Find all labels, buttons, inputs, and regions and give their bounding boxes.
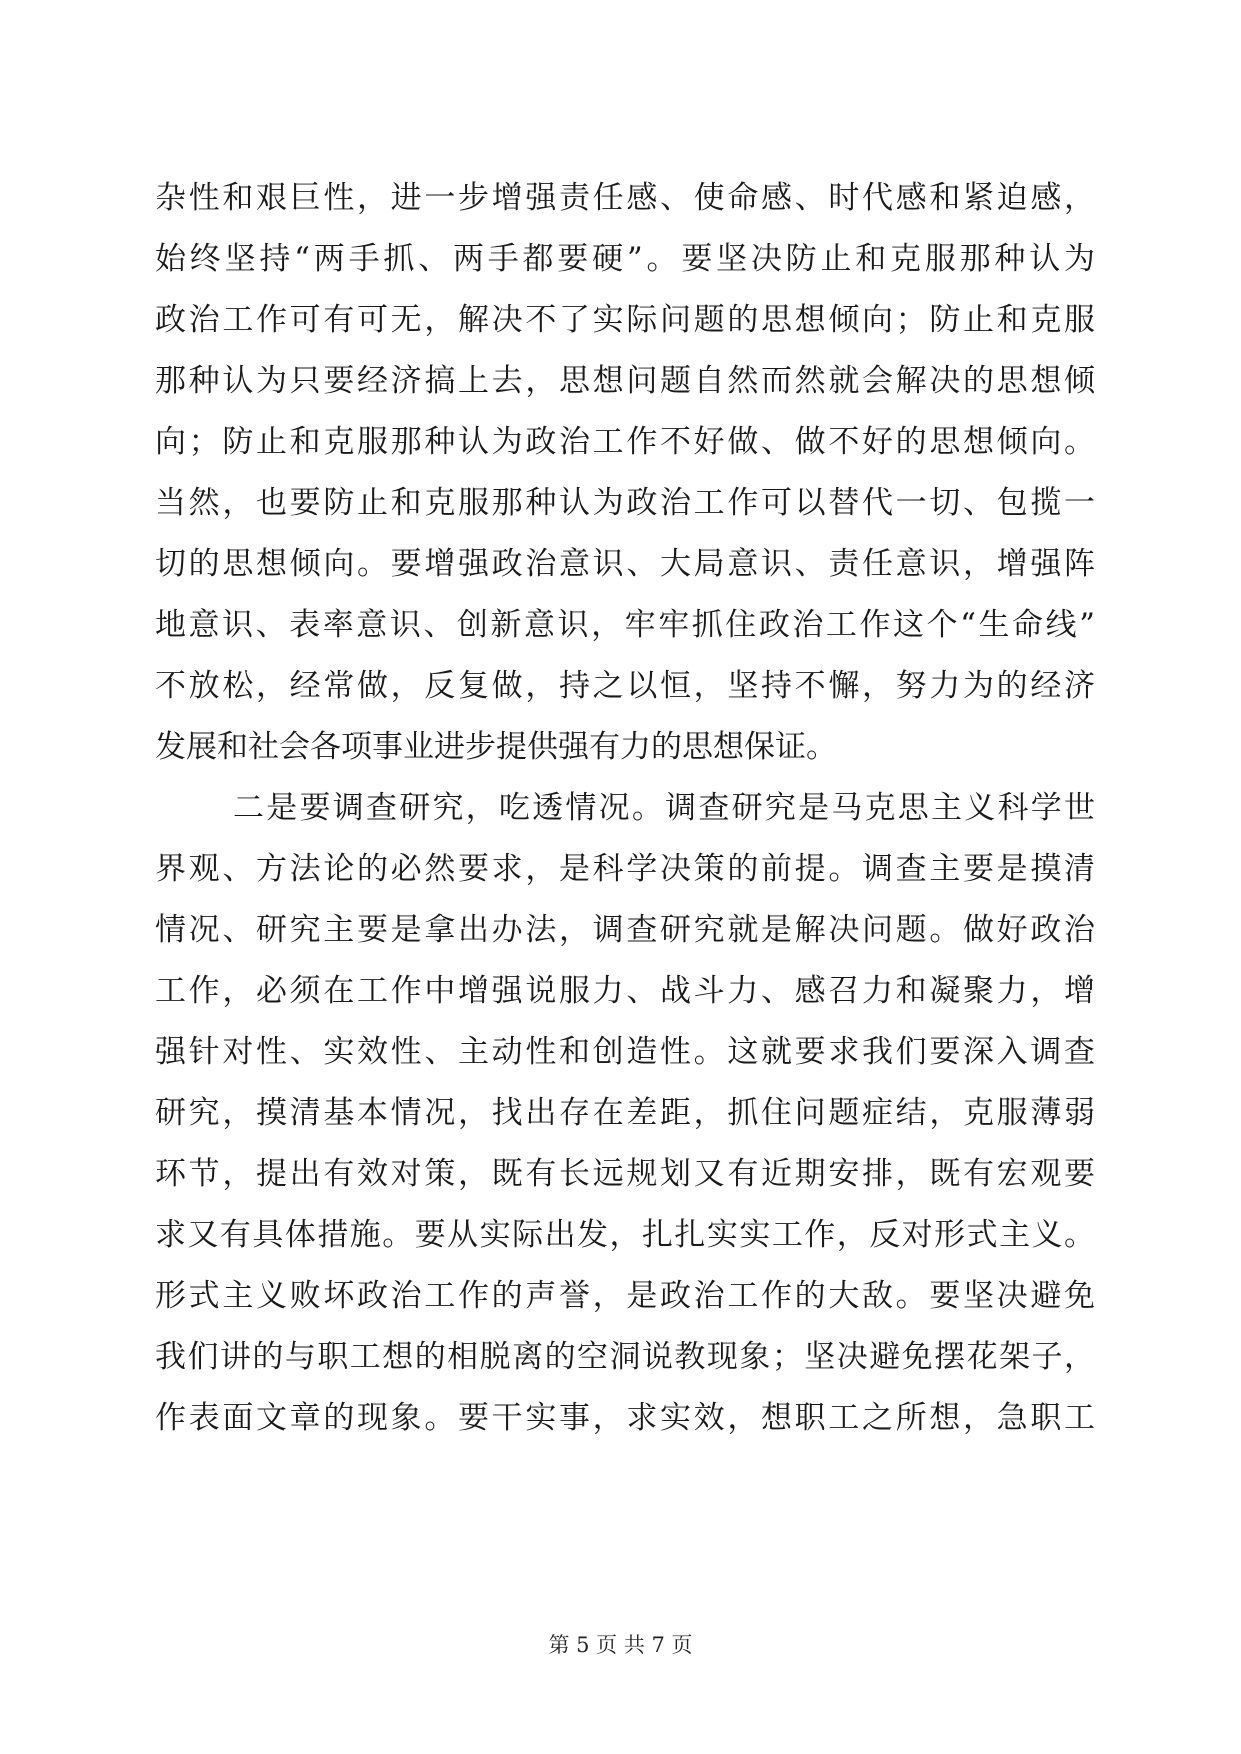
text-line: 强针对性、实效性、主动性和创造性。这就要求我们要深入调查 — [155, 1034, 1095, 1070]
text-line: 发展和社会各项事业进步提供强有力的思想保证。 — [155, 729, 837, 765]
text-line: 形式主义败坏政治工作的声誉，是政治工作的大敌。要坚决避免 — [155, 1278, 1095, 1314]
text-line: 环节，提出有效对策，既有长远规划又有近期安排，既有宏观要 — [155, 1156, 1095, 1192]
text-line: 研究，摸清基本情况，找出存在差距，抓住问题症结，克服薄弱 — [155, 1095, 1095, 1131]
text-line: 地意识、表率意识、创新意识，牢牢抓住政治工作这个“生命线” — [155, 607, 1095, 643]
text-line: 工作，必须在工作中增强说服力、战斗力、感召力和凝聚力，增 — [155, 973, 1095, 1009]
paragraph-start-line: 二是要调查研究，吃透情况。调查研究是马克思主义科学世 — [233, 790, 1095, 826]
text-line: 杂性和艰巨性，进一步增强责任感、使命感、时代感和紧迫感， — [155, 180, 1095, 216]
body-text — [155, 168, 1095, 1449]
text-line: 政治工作可有可无，解决不了实际问题的思想倾向；防止和克服 — [155, 302, 1095, 338]
page-number-footer: 第 5 页 共 7 页 — [548, 1633, 693, 1657]
text-line: 那种认为只要经济搞上去，思想问题自然而然就会解决的思想倾 — [155, 363, 1095, 399]
text-line: 向；防止和克服那种认为政治工作不好做、做不好的思想倾向。 — [155, 424, 1095, 460]
text-line: 作表面文章的现象。要干实事，求实效，想职工之所想，急职工 — [155, 1400, 1095, 1436]
text-line: 求又有具体措施。要从实际出发，扎扎实实工作，反对形式主义。 — [155, 1217, 1095, 1253]
text-line: 不放松，经常做，反复做，持之以恒，坚持不懈，努力为的经济 — [155, 668, 1095, 704]
text-line: 我们讲的与职工想的相脱离的空洞说教现象；坚决避免摆花架子， — [155, 1339, 1095, 1375]
text-line: 情况、研究主要是拿出办法，调查研究就是解决问题。做好政治 — [155, 912, 1095, 948]
text-line: 界观、方法论的必然要求，是科学决策的前提。调查主要是摸清 — [155, 851, 1095, 887]
text-line: 切的思想倾向。要增强政治意识、大局意识、责任意识，增强阵 — [155, 546, 1095, 582]
text-line: 当然，也要防止和克服那种认为政治工作可以替代一切、包揽一 — [155, 485, 1095, 521]
text-line: 始终坚持“两手抓、两手都要硬”。要坚决防止和克服那种认为 — [155, 241, 1095, 277]
